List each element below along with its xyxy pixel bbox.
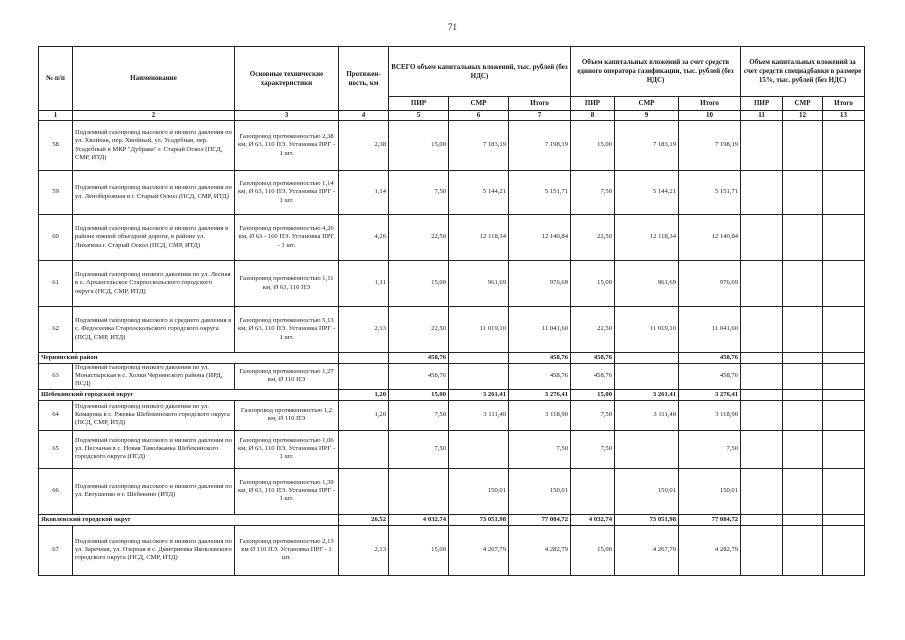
row-name: Подземный газопровод высокого и низкого давления по ул. Евтушенко в г. Шебекино (ИТД) [73,468,235,514]
cell-v5 [389,468,449,514]
cell-v7: 3 276,41 [509,389,571,400]
row-name: Подземный газопровод высокого и низкого давления по ул. Хвойная, пер. Хвойный, ул. Усадебная, пер. Усадебный в МКР "Дубрава" г. Старый Оскол (ПСД, СМР, ИТД) [73,121,235,171]
cell-v8: 15,00 [571,525,615,575]
cell-v12 [783,514,823,525]
cell-v12 [783,468,823,514]
header-num: № п/п [39,47,73,111]
cell-len: 1,14 [339,171,389,215]
cell-v5: 7,50 [389,171,449,215]
row-name: Подземный газопровод высокого и низкого давления по ул. Песчаная в с. Новая Таволжанка Шебекинского городского округа (ПСД) [73,430,235,468]
cell-v6 [449,430,509,468]
cell-v8: 7,50 [571,171,615,215]
cell-v8: 7,50 [571,400,615,430]
cell-v8: 7,50 [571,430,615,468]
cell-v13 [823,525,865,575]
cell-v11 [741,364,783,390]
cell-v9: 12 118,34 [615,215,679,261]
cell-v13 [823,430,865,468]
cell-v10: 11 041,60 [679,307,741,353]
column-number: 13 [823,111,865,121]
section-row [39,389,865,400]
cell-v6: 150,01 [449,468,509,514]
cell-v9: 11 019,10 [615,307,679,353]
row-characteristics: Газопровод протяженностью 4,26 км, Ø 63 - 160 ПЭ. Установка ПРГ - 1 шт. [235,215,339,261]
cell-v5: 22,50 [389,215,449,261]
header-pir: ПИР [571,97,615,111]
header-pir: ПИР [389,97,449,111]
row-number: 66 [39,468,73,514]
cell-v12 [783,261,823,307]
cell-len: 2,38 [339,121,389,171]
column-number: 1 [39,111,73,121]
cell-v5: 458,76 [389,364,449,390]
header-total: ВСЕГО объем капитальных вложений, тыс. рублей (без НДС) [389,47,571,97]
column-number: 10 [679,111,741,121]
column-number: 4 [339,111,389,121]
cell-v11 [741,307,783,353]
cell-v11 [741,525,783,575]
cell-v9: 961,69 [615,261,679,307]
header-operator: Объем капитальных вложений за счет средств единого оператора газификации, тыс. рублей (без НДС) [571,47,741,97]
cell-len [339,353,389,364]
cell-v13 [823,468,865,514]
header-smr: СМР [783,97,823,111]
cell-v9: 3 261,41 [615,389,679,400]
cell-v11 [741,400,783,430]
cell-len [339,468,389,514]
section-name: Чернянский район [39,353,339,364]
column-number: 7 [509,111,571,121]
cell-v7: 3 118,90 [509,400,571,430]
cell-v8 [571,468,615,514]
column-numbers-row [39,111,865,121]
header-itogo: Итого [509,97,571,111]
section-name: Яковлевский городской округ [39,514,339,525]
cell-v12 [783,171,823,215]
table-row [39,525,865,575]
cell-len: 2,13 [339,525,389,575]
cell-v6: 7 183,19 [449,121,509,171]
cell-v12 [783,307,823,353]
header-smr: СМР [615,97,679,111]
cell-v7: 976,69 [509,261,571,307]
cell-v11 [741,261,783,307]
cell-v10: 77 084,72 [679,514,741,525]
cell-v12 [783,215,823,261]
cell-v13 [823,514,865,525]
row-number: 63 [39,364,73,390]
cell-v9: 7 183,19 [615,121,679,171]
header-characteristics: Основные технические характеристики [235,47,339,111]
cell-v10: 458,76 [679,353,741,364]
cell-v5: 7,50 [389,400,449,430]
cell-v9: 73 051,98 [615,514,679,525]
row-name: Подземный газопровод высокого и среднего давления в с. Федосеевка Старооскольского городского округа (ПСД, СМР, ИТД) [73,307,235,353]
header-name: Наименование [73,47,235,111]
cell-v8: 22,50 [571,215,615,261]
table-row [39,400,865,430]
cell-v11 [741,121,783,171]
cell-v5: 4 032,74 [389,514,449,525]
cell-v9: 150,01 [615,468,679,514]
cell-v6: 5 144,21 [449,171,509,215]
cell-v10: 12 140,84 [679,215,741,261]
cell-v12 [783,389,823,400]
row-name: Подземный газопровод высокого и низкого давления по ул. Ленобережная в г. Старый Оскол (ПСД, СМР, ИТД) [73,171,235,215]
table-row [39,307,865,353]
table-row [39,430,865,468]
cell-v7: 458,76 [509,364,571,390]
row-name: Подземный газопровод высокого и низкого давления в районе южной объездной дороги, в районе ул. Лихачева г. Старый Оскол (ПСД, СМР, ИТД) [73,215,235,261]
cell-v5: 15,00 [389,389,449,400]
cell-v13 [823,353,865,364]
cell-len: 1,11 [339,261,389,307]
cell-v7: 7 198,19 [509,121,571,171]
header-itogo: Итого [679,97,741,111]
row-number: 61 [39,261,73,307]
cell-v6: 3 261,41 [449,389,509,400]
cell-v7: 150,01 [509,468,571,514]
cell-v7: 77 084,72 [509,514,571,525]
row-characteristics: Газопровод протяженностью 1,14 км, Ø 63, 110 ПЭ. Установка ПРГ - 1 шт. [235,171,339,215]
cell-v6: 4 267,79 [449,525,509,575]
header-special: Объем капитальных вложений за счет средств спецнадбавки в размере 15%, тыс. рублей (без НДС) [741,47,865,97]
row-number: 67 [39,525,73,575]
cell-v8: 458,76 [571,364,615,390]
cell-v11 [741,468,783,514]
header-pir: ПИР [741,97,783,111]
cell-v6: 11 019,10 [449,307,509,353]
cell-len: 1,20 [339,400,389,430]
cell-len: 26,52 [339,514,389,525]
cell-v12 [783,121,823,171]
cell-v10: 458,76 [679,364,741,390]
cell-len [339,364,389,390]
cell-v13 [823,121,865,171]
row-characteristics: Газопровод протяженностью 5,13 км, Ø 63, 110 ПЭ. Установка ПРГ - 1 шт. [235,307,339,353]
cell-v7: 4 282,79 [509,525,571,575]
cell-v13 [823,171,865,215]
table-row [39,261,865,307]
row-number: 65 [39,430,73,468]
row-name: Подземный газопровод низкого давления по ул. Лесная в с. Архангельское Старооскольского городского округа (ПСД, СМР, ИТД) [73,261,235,307]
row-number: 60 [39,215,73,261]
header-length: Протяжен-ность, км [339,47,389,111]
table-row [39,364,865,390]
cell-v5: 7,50 [389,430,449,468]
cell-v13 [823,389,865,400]
cell-v8: 22,50 [571,307,615,353]
cell-v12 [783,353,823,364]
cell-v10: 3 118,90 [679,400,741,430]
section-row [39,514,865,525]
cell-len [339,430,389,468]
cell-v9 [615,430,679,468]
section-name: Шебекинский городской округ [39,389,339,400]
cell-v7: 458,76 [509,353,571,364]
cell-v5: 458,76 [389,353,449,364]
cell-v10: 976,69 [679,261,741,307]
column-number: 3 [235,111,339,121]
cell-v6: 961,69 [449,261,509,307]
row-number: 62 [39,307,73,353]
cell-v10: 7 198,19 [679,121,741,171]
row-characteristics: Газопровод протяженностью 1,2 км, Ø 110 ПЭ [235,400,339,430]
cell-v10: 150,01 [679,468,741,514]
cell-v11 [741,215,783,261]
row-number: 59 [39,171,73,215]
cell-v6: 73 051,98 [449,514,509,525]
cell-v12 [783,400,823,430]
column-number: 5 [389,111,449,121]
cell-v9 [615,353,679,364]
row-number: 58 [39,121,73,171]
cell-v11 [741,514,783,525]
column-number: 12 [783,111,823,121]
row-characteristics: Газопровод протяженностью 1,11 км, Ø 63, 110 ПЭ [235,261,339,307]
cell-v11 [741,171,783,215]
row-characteristics: Газопровод протяженностью 2,13 км Ø 110 ПЭ. Установка ПРГ - 1 шт. [235,525,339,575]
cell-v11 [741,353,783,364]
row-name: Подземный газопровод низкого давления по ул. Монастырская в с. Холки Чернянского района (ИРД, ПСД) [73,364,235,390]
row-number: 64 [39,400,73,430]
header-itogo: Итого [823,97,865,111]
table-row [39,171,865,215]
cell-v10: 5 151,71 [679,171,741,215]
cell-v9: 4 267,79 [615,525,679,575]
cell-v13 [823,364,865,390]
column-number: 6 [449,111,509,121]
cell-v5: 22,50 [389,307,449,353]
table-body [39,111,865,576]
cell-v13 [823,261,865,307]
column-number: 8 [571,111,615,121]
cell-v5: 15,00 [389,525,449,575]
cell-v6 [449,364,509,390]
cell-v10: 4 282,79 [679,525,741,575]
cell-len: 2,13 [339,307,389,353]
cell-v11 [741,430,783,468]
cell-v6: 3 111,40 [449,400,509,430]
row-characteristics: Газопровод протяженностью 2,38 км, Ø 63, 110 ПЭ. Установка ПРГ - 1 шт. [235,121,339,171]
header-smr: СМР [449,97,509,111]
cell-v8: 15,00 [571,389,615,400]
cell-v7: 12 140,84 [509,215,571,261]
cell-len: 4,26 [339,215,389,261]
cell-v13 [823,215,865,261]
column-number: 11 [741,111,783,121]
cell-v8: 4 032,74 [571,514,615,525]
table-row [39,468,865,514]
column-number: 9 [615,111,679,121]
cell-v8: 15,00 [571,261,615,307]
section-row [39,353,865,364]
cell-v10: 7,50 [679,430,741,468]
cell-v6: 12 118,34 [449,215,509,261]
cell-v13 [823,400,865,430]
row-name: Подземный газопровод низкого давления по ул. Комарова в с. Ржевка Шебекинского городского округа (ПСД, СМР, ИТД) [73,400,235,430]
cell-v6 [449,353,509,364]
row-name: Подземный газопровод высокого и низкого давления по ул. Заречная, ул. Озерная в с. Дмитриевка Яковлевского городского округа (ПСД, СМР, ИТД) [73,525,235,575]
cell-v7: 5 151,71 [509,171,571,215]
cell-v12 [783,364,823,390]
cell-v8: 458,76 [571,353,615,364]
row-characteristics: Газопровод протяженностью 1,27 км, Ø 110 ПЭ [235,364,339,390]
cell-v5: 15,00 [389,261,449,307]
cell-v8: 15,00 [571,121,615,171]
cell-v12 [783,525,823,575]
cell-v12 [783,430,823,468]
cell-v10: 3 276,41 [679,389,741,400]
cell-v9: 5 144,21 [615,171,679,215]
column-number: 2 [73,111,235,121]
table-row [39,121,865,171]
cell-v11 [741,389,783,400]
row-characteristics: Газопровод протяженностью 1,06 км, Ø 63, 110 ПЭ. Установка ПРГ - 1 шт. [235,430,339,468]
cell-v13 [823,307,865,353]
cell-v7: 7,50 [509,430,571,468]
cell-v5: 15,00 [389,121,449,171]
cell-v7: 11 041,60 [509,307,571,353]
investment-table [38,46,865,576]
page-number: 71 [448,22,457,32]
cell-v9 [615,364,679,390]
cell-len: 1,20 [339,389,389,400]
table-row [39,215,865,261]
row-characteristics: Газопровод протяженностью 1,39 км, Ø 63, 110 ПЭ. Установка ПРГ - 1 шт. [235,468,339,514]
cell-v9: 3 111,40 [615,400,679,430]
